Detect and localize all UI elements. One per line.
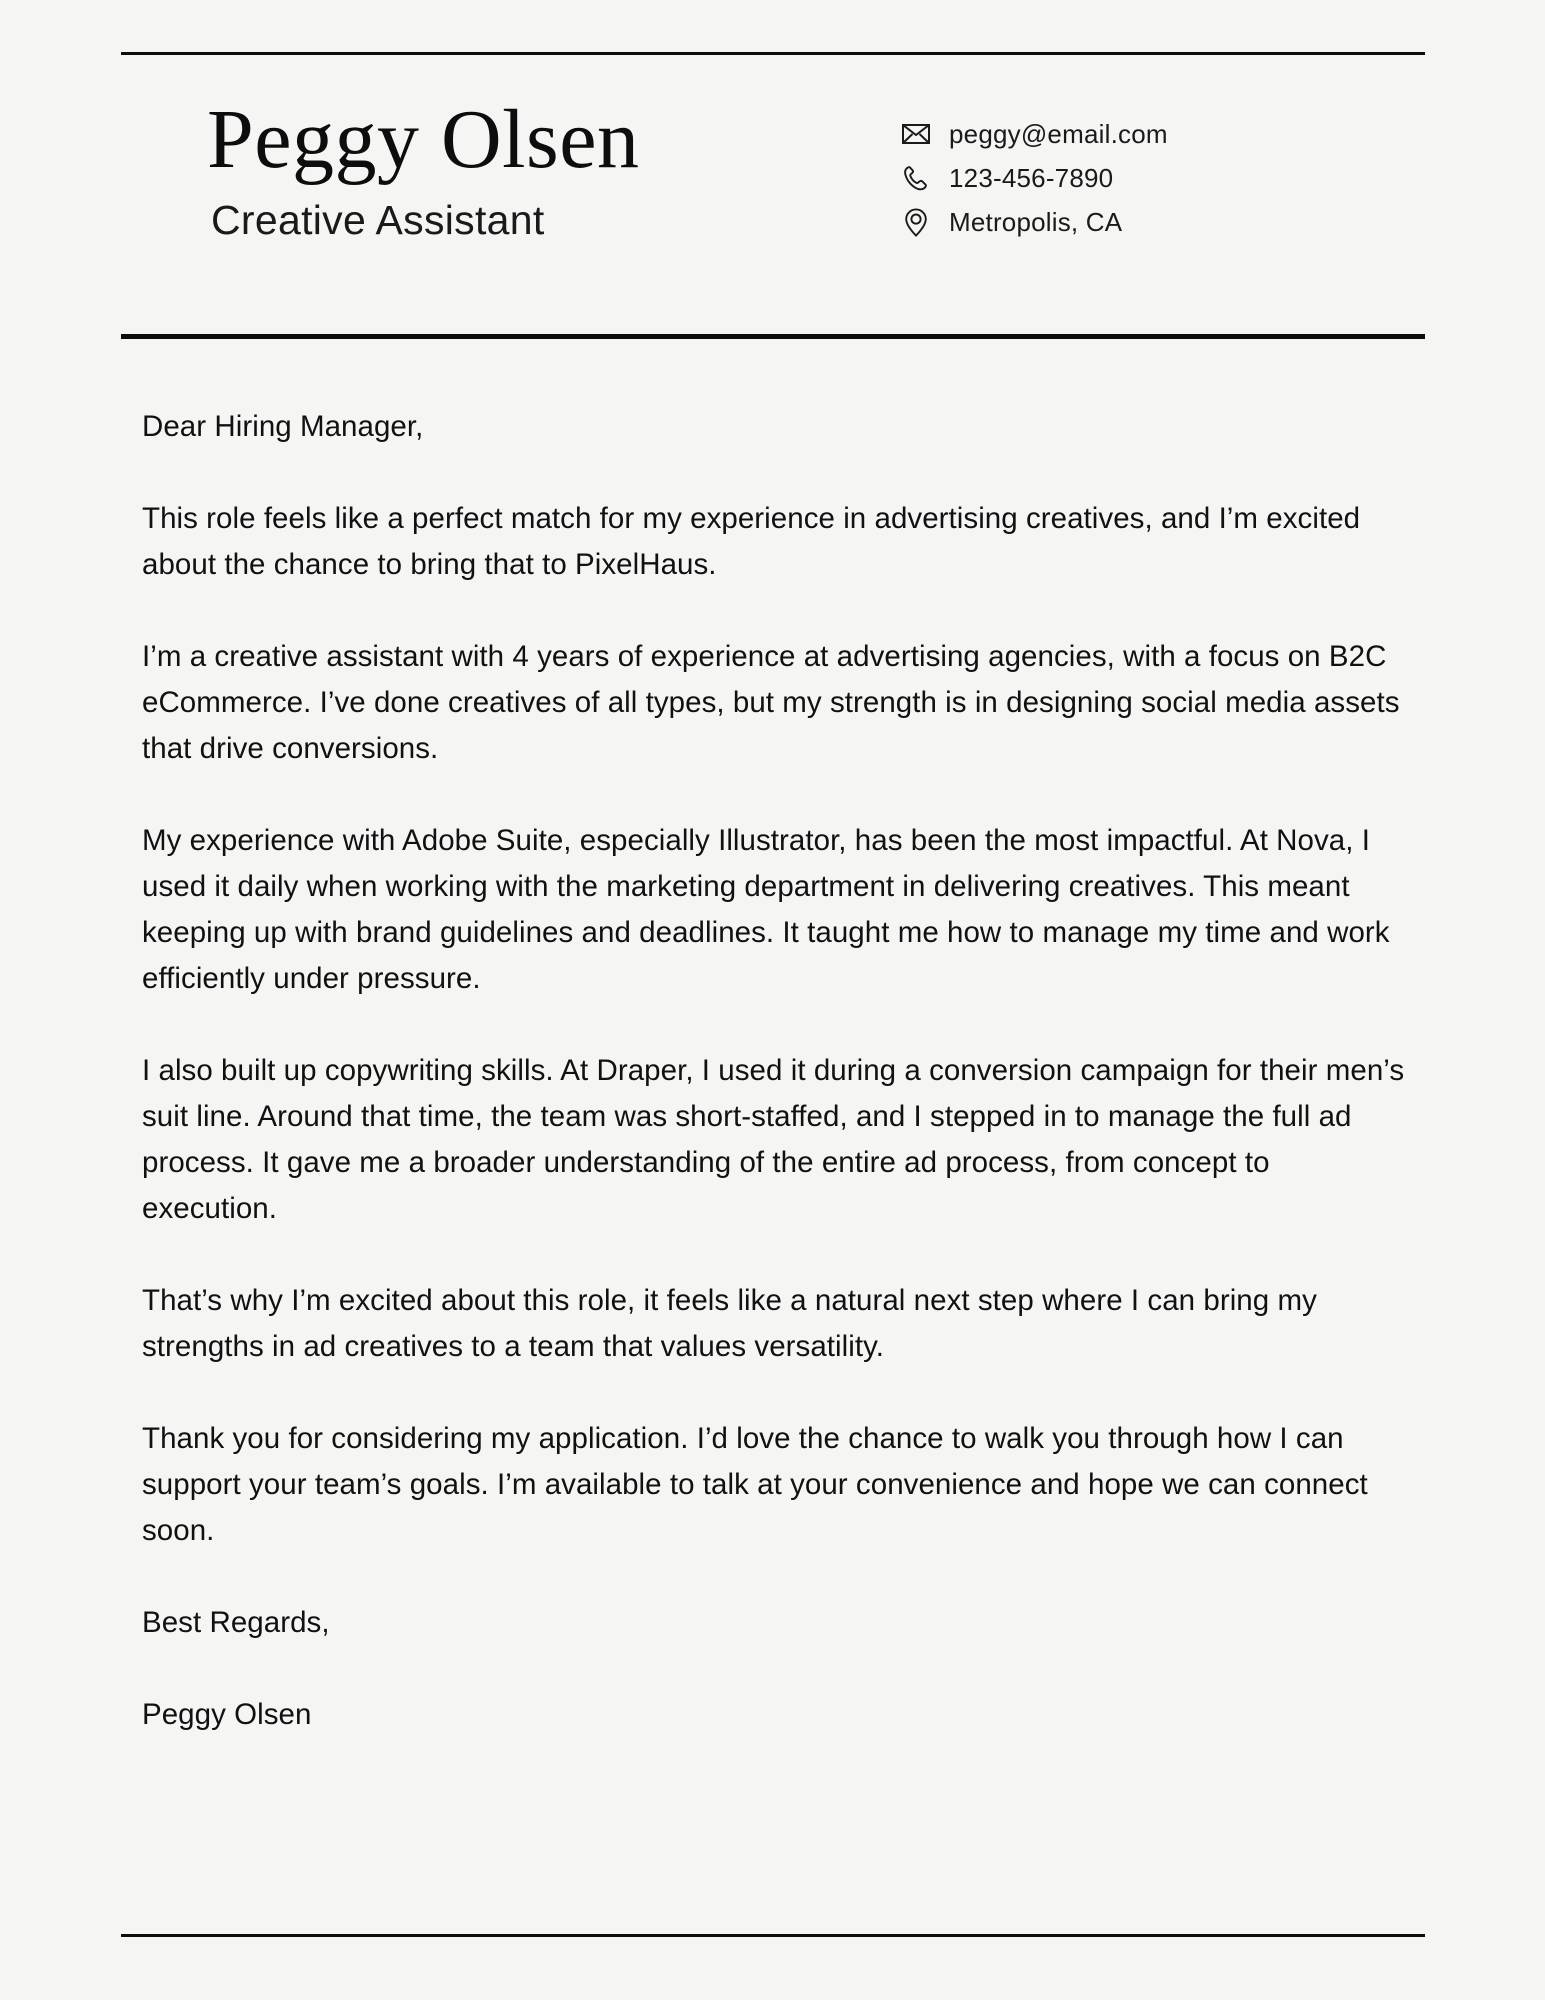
header-divider-rule xyxy=(121,334,1425,339)
job-title: Creative Assistant xyxy=(211,197,545,243)
letter-body xyxy=(142,404,1412,1738)
envelope-icon xyxy=(901,119,931,149)
body-paragraph: That’s why I’m excited about this role, it feels like a natural next step where I can bring my strengths in ad creatives to a team that values versatility. xyxy=(142,1284,1317,1363)
body-paragraph: I also built up copywriting skills. At Draper, I used it during a conversion campaign for their men’s suit line. Around that time, the team was short-staffed, and I stepped in to manage the full ad process. It gave me a broader understanding of the entire ad process, from concept to execution. xyxy=(142,1054,1405,1225)
top-divider-rule xyxy=(121,52,1425,55)
body-paragraph: This role feels like a perfect match for my experience in advertising creatives, and I’m excited about the chance to bring that to PixelHaus. xyxy=(142,502,1361,581)
contact-block xyxy=(901,112,1168,244)
body-paragraph: My experience with Adobe Suite, especially Illustrator, has been the most impactful. At Nova, I used it daily when working with the marketing department in delivering creatives. This meant keeping up with brand guidelines and deadlines. It taught me how to manage my time and work efficiently under pressure. xyxy=(142,824,1390,995)
page-title: Peggy Olsen xyxy=(207,93,640,186)
letter-header xyxy=(121,93,1425,296)
contact-phone-text: 123-456-7890 xyxy=(949,163,1114,193)
identity-block xyxy=(207,93,640,244)
contact-location-text: Metropolis, CA xyxy=(949,207,1123,237)
signature-name: Peggy Olsen xyxy=(142,1698,312,1731)
phone-icon xyxy=(901,163,931,193)
bottom-divider-rule xyxy=(121,1934,1425,1937)
contact-row-phone xyxy=(901,156,1168,200)
contact-row-email xyxy=(901,112,1168,156)
body-paragraph: I’m a creative assistant with 4 years of experience at advertising agencies, with a focus on B2C eCommerce. I’ve done creatives of all types, but my strength is in designing social media assets that drive conversions. xyxy=(142,640,1400,765)
location-pin-icon xyxy=(901,207,931,237)
closing-salutation: Best Regards, xyxy=(142,1606,330,1639)
contact-email-text: peggy@email.com xyxy=(949,119,1168,149)
salutation: Dear Hiring Manager, xyxy=(142,410,424,443)
body-paragraph: Thank you for considering my application. I’d love the chance to walk you through how I can support your team’s goals. I’m available to talk at your convenience and hope we can connect soon. xyxy=(142,1422,1368,1547)
contact-row-location xyxy=(901,200,1168,244)
